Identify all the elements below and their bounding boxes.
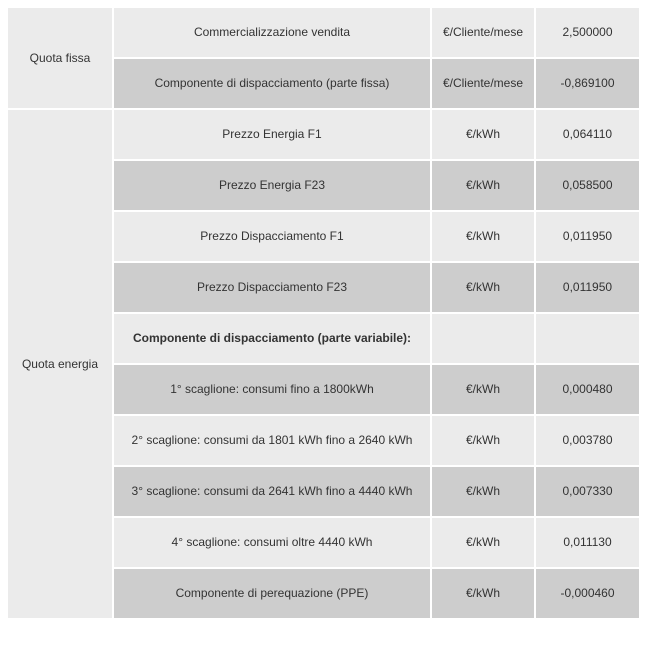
tariff-table: [6, 6, 641, 620]
row-unit: €/kWh: [432, 110, 534, 159]
row-description: Prezzo Dispacciamento F1: [114, 212, 430, 261]
group-label-quota-energia: Quota energia: [8, 110, 112, 618]
row-description: 2° scaglione: consumi da 1801 kWh fino a 2640 kWh: [114, 416, 430, 465]
row-description: 4° scaglione: consumi oltre 4440 kWh: [114, 518, 430, 567]
row-value: 0,003780: [536, 416, 639, 465]
row-description: Componente di dispacciamento (parte variabile):: [114, 314, 430, 363]
row-unit: €/kWh: [432, 416, 534, 465]
row-value: -0,869100: [536, 59, 639, 108]
row-value: 0,011130: [536, 518, 639, 567]
row-description: 1° scaglione: consumi fino a 1800kWh: [114, 365, 430, 414]
table-row: [8, 8, 639, 57]
row-unit: €/kWh: [432, 518, 534, 567]
row-value: 2,500000: [536, 8, 639, 57]
row-description: 3° scaglione: consumi da 2641 kWh fino a 4440 kWh: [114, 467, 430, 516]
row-unit: [432, 314, 534, 363]
row-unit: €/kWh: [432, 161, 534, 210]
row-description: Commercializzazione vendita: [114, 8, 430, 57]
row-value: 0,064110: [536, 110, 639, 159]
row-value: 0,011950: [536, 212, 639, 261]
row-value: 0,007330: [536, 467, 639, 516]
row-unit: €/kWh: [432, 212, 534, 261]
row-value: -0,000460: [536, 569, 639, 618]
row-unit: €/kWh: [432, 365, 534, 414]
row-value: 0,058500: [536, 161, 639, 210]
row-description: Prezzo Energia F1: [114, 110, 430, 159]
row-description: Prezzo Energia F23: [114, 161, 430, 210]
row-value: 0,000480: [536, 365, 639, 414]
row-value: 0,011950: [536, 263, 639, 312]
group-label-quota-fissa: Quota fissa: [8, 8, 112, 108]
table-row: [8, 110, 639, 159]
row-value: [536, 314, 639, 363]
row-unit: €/kWh: [432, 263, 534, 312]
row-description: Componente di perequazione (PPE): [114, 569, 430, 618]
row-description: Prezzo Dispacciamento F23: [114, 263, 430, 312]
row-unit: €/kWh: [432, 569, 534, 618]
row-unit: €/kWh: [432, 467, 534, 516]
row-unit: €/Cliente/mese: [432, 8, 534, 57]
row-unit: €/Cliente/mese: [432, 59, 534, 108]
row-description: Componente di dispacciamento (parte fissa): [114, 59, 430, 108]
